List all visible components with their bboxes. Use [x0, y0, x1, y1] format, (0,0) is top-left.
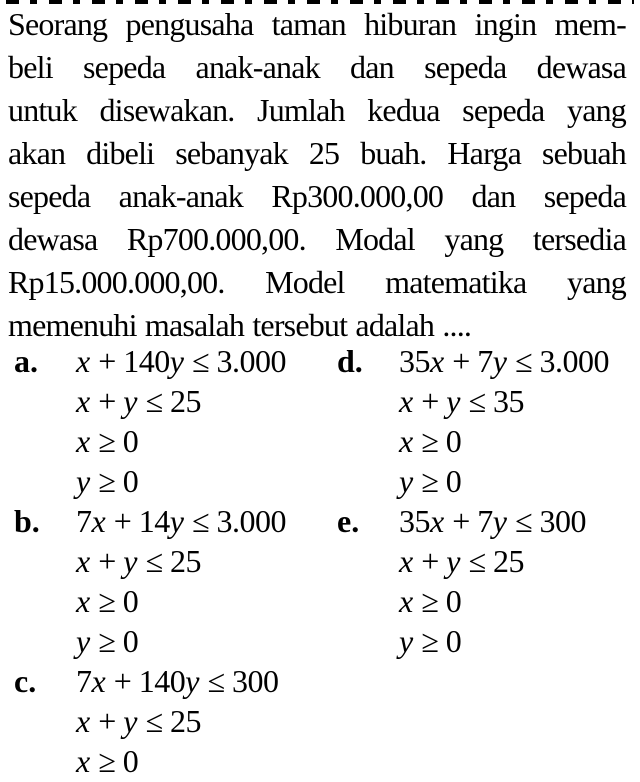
- math-variable: y: [446, 543, 460, 579]
- math-variable: x: [76, 543, 90, 579]
- math-variable: x: [91, 503, 106, 539]
- problem-line: sepeda anak-anak Rp300.000,00 dan sepeda: [8, 178, 626, 214]
- equation-line: x + y ≤ 25: [76, 703, 202, 739]
- problem-statement: [8, 3, 626, 347]
- math-variable: y: [446, 383, 460, 419]
- equation-line: 7x + 140y ≤ 300: [76, 663, 279, 699]
- equation-line: x ≥ 0: [76, 583, 139, 619]
- math-variable: x: [430, 343, 444, 379]
- equation-line: y ≥ 0: [399, 463, 462, 499]
- math-variable: y: [169, 343, 184, 379]
- math-variable: y: [123, 703, 137, 739]
- equation-line: x ≥ 0: [399, 583, 462, 619]
- math-variable: y: [185, 663, 199, 699]
- option-d: [337, 341, 609, 501]
- math-variable: x: [399, 423, 413, 459]
- math-variable: y: [492, 343, 507, 379]
- math-variable: x: [76, 743, 90, 779]
- math-variable: y: [76, 623, 90, 659]
- equation-line: x ≥ 0: [76, 743, 139, 779]
- option-letter: b.: [14, 503, 40, 539]
- option-letter: c.: [14, 663, 37, 699]
- math-variable: x: [76, 583, 90, 619]
- equation-line: y ≥ 0: [76, 623, 139, 659]
- equation-line: 35x + 7y ≤ 3.000: [399, 343, 610, 379]
- problem-line: dewasa Rp700.000,00. Modal yang tersedia: [8, 221, 626, 257]
- problem-line: akan dibeli sebanyak 25 buah. Harga sebuah: [8, 135, 626, 171]
- math-variable: x: [399, 383, 413, 419]
- problem-line: Rp15.000.000,00. Model matematika yang: [8, 264, 626, 300]
- math-variable: y: [169, 503, 184, 539]
- option-c: [14, 661, 279, 781]
- math-variable: x: [399, 583, 413, 619]
- option-e: [337, 501, 586, 661]
- equation-line: x + y ≤ 25: [399, 543, 525, 579]
- math-variable: y: [492, 503, 507, 539]
- math-variable: y: [399, 623, 413, 659]
- math-variable: x: [399, 543, 413, 579]
- math-variable: x: [76, 423, 90, 459]
- option-a: [14, 341, 286, 501]
- math-variable: x: [76, 343, 90, 379]
- math-variable: y: [123, 383, 137, 419]
- option-equations: [76, 341, 286, 501]
- option-equations: [76, 501, 286, 661]
- math-variable: x: [76, 703, 90, 739]
- option-equations: [399, 341, 609, 501]
- equation-line: x + y ≤ 25: [76, 383, 202, 419]
- option-equations: [76, 661, 279, 781]
- problem-line: Seorang pengusaha taman hiburan ingin mem-: [8, 6, 626, 42]
- option-b: [14, 501, 286, 661]
- math-variable: x: [430, 503, 444, 539]
- equation-line: x + y ≤ 35: [399, 383, 525, 419]
- problem-line: untuk disewakan. Jumlah kedua sepeda yang: [8, 92, 626, 128]
- equation-line: y ≥ 0: [399, 623, 462, 659]
- math-variable: y: [123, 543, 137, 579]
- equation-line: 35x + 7y ≤ 300: [399, 503, 587, 539]
- math-variable: x: [76, 383, 90, 419]
- problem-line: memenuhi masalah tersebut adalah ....: [8, 307, 472, 343]
- equation-line: x ≥ 0: [76, 423, 139, 459]
- equation-line: x + y ≤ 25: [76, 543, 202, 579]
- option-letter: a.: [14, 343, 38, 379]
- equation-line: 7x + 14y ≤ 3.000: [76, 503, 287, 539]
- problem-line: beli sepeda anak-anak dan sepeda dewasa: [8, 49, 626, 85]
- equation-line: x ≥ 0: [399, 423, 462, 459]
- option-letter: d.: [337, 343, 363, 379]
- equation-line: x + 140y ≤ 3.000: [76, 343, 287, 379]
- option-equations: [399, 501, 586, 661]
- math-variable: y: [399, 463, 413, 499]
- equation-line: y ≥ 0: [76, 463, 139, 499]
- option-letter: e.: [337, 503, 360, 539]
- math-variable: y: [76, 463, 90, 499]
- math-variable: x: [91, 663, 106, 699]
